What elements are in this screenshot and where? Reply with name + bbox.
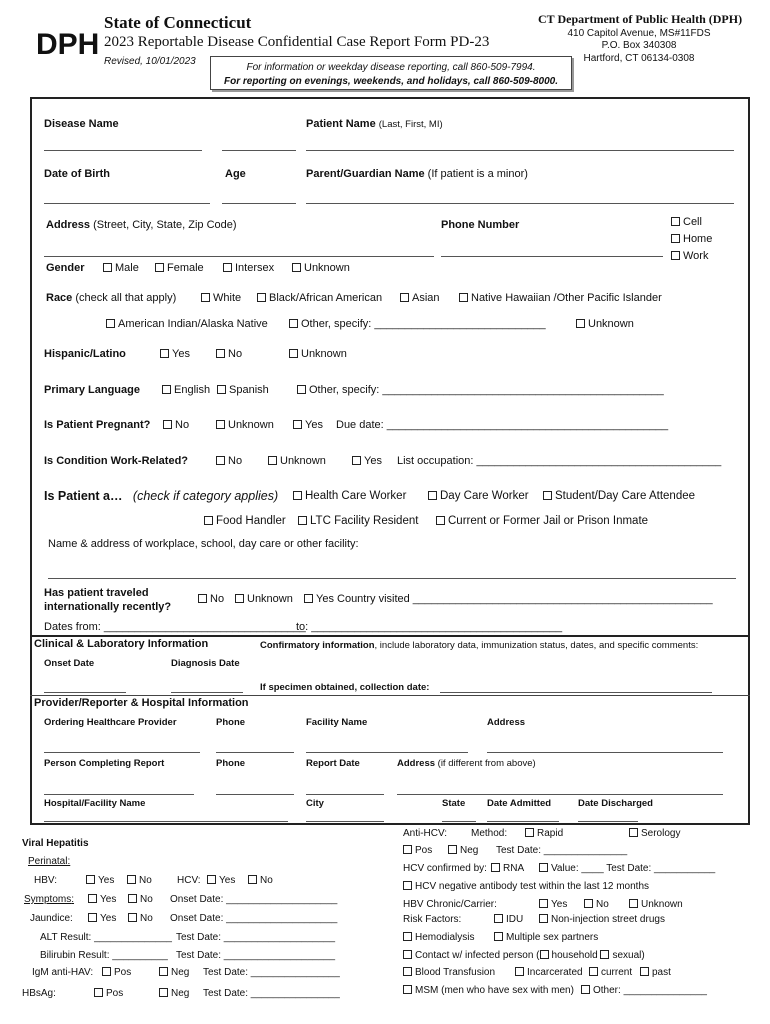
checkbox-icon (539, 899, 548, 908)
race-black[interactable]: Black/African American (257, 292, 382, 304)
person-completing-label: Person Completing Report (44, 758, 165, 769)
incarcerated-current[interactable]: current (589, 967, 632, 978)
hcv-confirmed-value[interactable]: Value: ____ Test Date: ___________ (539, 863, 715, 874)
checkbox-icon (576, 319, 585, 328)
revised-date: Revised, 10/01/2023 (104, 56, 196, 67)
travel-unknown[interactable]: Unknown (235, 593, 293, 605)
pregnant-label: Is Patient Pregnant? (44, 419, 151, 431)
checkbox-icon (403, 985, 412, 994)
address2-label: Address (if different from above) (397, 758, 536, 769)
checkbox-icon (403, 881, 412, 890)
checkbox-icon (297, 385, 306, 394)
checkbox-icon (248, 875, 257, 884)
checkbox-icon (436, 516, 445, 525)
phone-type-work[interactable]: Work (671, 250, 708, 262)
category-food[interactable]: Food Handler (204, 515, 286, 527)
person-completing-field[interactable] (44, 794, 194, 795)
checkbox-icon (94, 988, 103, 997)
jaundice-no[interactable]: No (128, 913, 153, 924)
checkbox-icon (223, 263, 232, 272)
hbv-no[interactable]: No (127, 875, 152, 886)
bilirubin-test-date-field[interactable]: Test Date: ____________________ (176, 950, 336, 961)
ordering-provider-field[interactable] (44, 752, 200, 753)
race-white[interactable]: White (201, 292, 241, 304)
phone-label: Phone Number (441, 219, 520, 231)
language-english[interactable]: English (162, 384, 210, 396)
disease-name-field[interactable] (44, 150, 202, 151)
checkbox-icon (494, 932, 503, 941)
agency-address-1: 410 Capitol Avenue, MS#11FDS (567, 28, 711, 39)
agency-name: CT Department of Public Health (DPH) (538, 12, 743, 26)
anti-hcv-test-date-field[interactable]: Test Date: _______________ (496, 845, 628, 856)
pregnant-unknown[interactable]: Unknown (216, 419, 274, 431)
race-nhopi[interactable]: Native Hawaiian /Other Pacific Islander (459, 292, 662, 304)
section-divider (30, 695, 750, 696)
checkbox-icon (159, 988, 168, 997)
checkbox-icon (403, 932, 412, 941)
checkbox-icon (293, 420, 302, 429)
workplace-field[interactable] (48, 578, 736, 579)
hcv-yes[interactable]: Yes (207, 875, 235, 886)
agency-address-3: Hartford, CT 06134-0308 (583, 53, 695, 64)
checkbox-icon (257, 293, 266, 302)
risk-non-injection[interactable]: Non-injection street drugs (539, 914, 665, 925)
checkbox-icon (102, 967, 111, 976)
collection-date-field[interactable] (440, 692, 712, 693)
city-label: City (306, 798, 324, 809)
hbsag-test-date-field[interactable]: Test Date: ________________ (203, 988, 340, 999)
jaundice-yes[interactable]: Yes (88, 913, 116, 924)
provider-section-title: Provider/Reporter & Hospital Information (34, 697, 249, 709)
checkbox-icon (162, 385, 171, 394)
provider-phone-label: Phone (216, 717, 246, 728)
clinical-section-title: Clinical & Laboratory Information (34, 638, 209, 650)
checkbox-icon (671, 251, 680, 260)
age-field[interactable] (222, 203, 296, 204)
anti-hcv-pos[interactable]: Pos (403, 845, 432, 856)
hcv-no[interactable]: No (248, 875, 273, 886)
checkbox-icon (235, 594, 244, 603)
checkbox-icon (163, 420, 172, 429)
hospital-label: Hospital/Facility Name (44, 798, 146, 809)
checkbox-icon (525, 828, 534, 837)
checkbox-icon (629, 828, 638, 837)
hbv-chronic-label: HBV Chronic/Carrier: (403, 899, 497, 910)
checkbox-icon (289, 319, 298, 328)
address-field[interactable] (44, 256, 434, 257)
alt-result-field[interactable]: ALT Result: ______________ (40, 932, 172, 943)
is-patient-label: Is Patient a… (check if category applies) (44, 489, 279, 503)
completer-phone-field[interactable] (216, 794, 294, 795)
report-date-label: Report Date (306, 758, 360, 769)
risk-contact[interactable]: Contact w/ infected person ( household sexual) (403, 950, 645, 961)
patient-name-label: Patient Name (Last, First, MI) (306, 118, 443, 130)
work-related-unknown[interactable]: Unknown (268, 455, 326, 467)
hispanic-unknown[interactable]: Unknown (289, 348, 347, 360)
checkbox-icon (459, 293, 468, 302)
hbsag-label: HBsAg: (22, 988, 56, 999)
collection-date-label: If specimen obtained, collection date: (260, 682, 430, 693)
race-unknown[interactable]: Unknown (576, 318, 634, 330)
checkbox-icon (103, 263, 112, 272)
anti-hcv-label: Anti-HCV: (403, 828, 448, 839)
risk-incarcerated[interactable]: Incarcerated (515, 967, 583, 978)
gender-label: Gender (46, 262, 85, 274)
checkbox-icon (400, 293, 409, 302)
hbsag-neg[interactable]: Neg (159, 988, 189, 999)
igm-label: IgM anti-HAV: (32, 967, 94, 978)
checkbox-icon (216, 420, 225, 429)
address-label: Address (Street, City, State, Zip Code) (46, 219, 237, 231)
checkbox-icon (293, 491, 302, 500)
occupation-field[interactable]: List occupation: ________________________________________ (397, 455, 722, 467)
perinatal-label: Perinatal: (28, 856, 71, 867)
alt-test-date-field[interactable]: Test Date: ____________________ (176, 932, 336, 943)
checkbox-icon (159, 967, 168, 976)
checkbox-icon (88, 913, 97, 922)
checkbox-icon (216, 349, 225, 358)
traveled-label-2: internationally recently? (44, 601, 172, 613)
provider-phone-field[interactable] (216, 752, 294, 753)
workplace-label: Name & address of workplace, school, day care or other facility: (48, 538, 359, 550)
igm-neg[interactable]: Neg (159, 967, 189, 978)
dates-to-field[interactable]: to: _________________________________________ (296, 621, 563, 633)
anti-hcv-neg[interactable]: Neg (448, 845, 478, 856)
jaundice-onset-field[interactable]: Onset Date: ____________________ (170, 913, 338, 924)
checkbox-icon (671, 217, 680, 226)
agency-address-2: P.O. Box 340308 (601, 40, 677, 51)
dph-logo (36, 20, 100, 64)
due-date-field[interactable]: Due date: ______________________________________________ (336, 419, 669, 431)
work-related-label: Is Condition Work-Related? (44, 455, 189, 467)
checkbox-icon (403, 950, 412, 959)
checkbox-icon (584, 899, 593, 908)
risk-hemodialysis[interactable]: Hemodialysis (403, 932, 474, 943)
gender-female[interactable]: Female (155, 262, 204, 274)
checkbox-icon (494, 914, 503, 923)
race-other[interactable]: Other, specify: ____________________________ (289, 318, 546, 330)
checkbox-icon (127, 875, 136, 884)
onset-date-field[interactable] (44, 692, 126, 693)
checkbox-icon (106, 319, 115, 328)
checkbox-icon (428, 491, 437, 500)
checkbox-icon (292, 263, 301, 272)
checkbox-icon (539, 863, 548, 872)
form-title: 2023 Reportable Disease Confidential Case Report Form PD-23 (104, 34, 490, 50)
dob-label: Date of Birth (44, 168, 110, 180)
checkbox-icon (88, 894, 97, 903)
travel-yes[interactable]: Yes Country visited _________________________________________________ (304, 593, 713, 605)
symptoms-label: Symptoms: (24, 894, 75, 905)
category-jail[interactable]: Current or Former Jail or Prison Inmate (436, 515, 648, 527)
checkbox-icon (403, 845, 412, 854)
gender-intersex[interactable]: Intersex (223, 262, 274, 274)
section-divider (30, 635, 750, 637)
checkbox-icon (671, 234, 680, 243)
category-hcw[interactable]: Health Care Worker (293, 490, 406, 502)
symptoms-yes[interactable]: Yes (88, 894, 116, 905)
city-field[interactable] (306, 821, 384, 822)
checkbox-icon (600, 950, 609, 959)
hcv-perinatal-label: HCV: (177, 875, 201, 886)
checkbox-icon (217, 385, 226, 394)
category-dcw[interactable]: Day Care Worker (428, 490, 529, 502)
language-other[interactable]: Other, specify: ______________________________________________ (297, 384, 664, 396)
risk-msm[interactable]: MSM (men who have sex with men) (403, 985, 574, 996)
confirmatory-label: Confirmatory information, include laboratory data, immunization status, dates, and specific comments: (260, 640, 699, 651)
phone-type-cell[interactable]: Cell (671, 216, 702, 228)
race-asian[interactable]: Asian (400, 292, 440, 304)
checkbox-icon (155, 263, 164, 272)
hospital-field[interactable] (44, 821, 288, 822)
patient-name-field[interactable] (306, 150, 734, 151)
checkbox-icon (198, 594, 207, 603)
dob-field[interactable] (44, 203, 210, 204)
checkbox-icon (86, 875, 95, 884)
hbv-label: HBV: (34, 875, 57, 886)
checkbox-icon (216, 456, 225, 465)
info-weekday: For information or weekday disease reporting, call 860-509-7994. (246, 62, 536, 73)
onset-date-label: Onset Date (44, 658, 95, 669)
checkbox-icon (304, 594, 313, 603)
work-related-yes[interactable]: Yes (352, 455, 382, 467)
checkbox-icon (352, 456, 361, 465)
bilirubin-field[interactable]: Bilirubin Result: __________ (40, 950, 168, 961)
checkbox-icon (543, 491, 552, 500)
info-box (210, 56, 572, 90)
report-date-field[interactable] (306, 794, 384, 795)
category-student[interactable]: Student/Day Care Attendee (543, 490, 695, 502)
hispanic-yes[interactable]: Yes (160, 348, 190, 360)
disease-name-label: Disease Name (44, 118, 119, 130)
travel-no[interactable]: No (198, 593, 224, 605)
method-rapid[interactable]: Rapid (525, 828, 563, 839)
address2-field[interactable] (397, 794, 723, 795)
symptoms-no[interactable]: No (128, 894, 153, 905)
hbv-chronic-yes[interactable]: Yes (539, 899, 567, 910)
state-label: State (442, 798, 466, 809)
traveled-label-1: Has patient traveled (44, 587, 149, 599)
checkbox-icon (207, 875, 216, 884)
hbv-yes[interactable]: Yes (86, 875, 114, 886)
race-label: Race (check all that apply) (46, 292, 177, 304)
work-related-no[interactable]: No (216, 455, 242, 467)
pregnant-yes[interactable]: Yes (293, 419, 323, 431)
checkbox-icon (128, 894, 137, 903)
language-spanish[interactable]: Spanish (217, 384, 269, 396)
phone-field[interactable] (441, 256, 663, 257)
checkbox-icon (629, 899, 638, 908)
symptom-onset-field[interactable]: Onset Date: ____________________ (170, 894, 338, 905)
checkbox-icon (298, 516, 307, 525)
disease-name-field-2[interactable] (222, 150, 296, 151)
date-admitted-label: Date Admitted (487, 798, 552, 809)
state-field[interactable] (442, 821, 476, 822)
guardian-field[interactable] (306, 203, 734, 204)
phone-type-home[interactable]: Home (671, 233, 712, 245)
category-ltc[interactable]: LTC Facility Resident (298, 515, 418, 527)
checkbox-icon (640, 967, 649, 976)
checkbox-icon (448, 845, 457, 854)
diagnosis-date-label: Diagnosis Date (171, 658, 240, 669)
checkbox-icon (204, 516, 213, 525)
checkbox-icon (160, 349, 169, 358)
checkbox-icon (491, 863, 500, 872)
checkbox-icon (581, 985, 590, 994)
dates-from-field[interactable]: Dates from: _________________________________ (44, 621, 306, 633)
language-label: Primary Language (44, 384, 140, 396)
igm-test-date-field[interactable]: Test Date: ________________ (203, 967, 340, 978)
guardian-label: Parent/Guardian Name (If patient is a minor) (306, 168, 528, 180)
method-label: Method: (471, 828, 508, 839)
risk-other[interactable]: Other: _______________ (581, 985, 707, 996)
incarcerated-past[interactable]: past (640, 967, 671, 978)
ordering-provider-label: Ordering Healthcare Provider (44, 717, 177, 728)
hbv-chronic-no[interactable]: No (584, 899, 609, 910)
checkbox-icon (289, 349, 298, 358)
gender-male[interactable]: Male (103, 262, 139, 274)
method-serology[interactable]: Serology (629, 828, 680, 839)
state-title: State of Connecticut (104, 13, 252, 32)
hbv-chronic-unknown[interactable]: Unknown (629, 899, 683, 910)
checkbox-icon (589, 967, 598, 976)
date-discharged-label: Date Discharged (578, 798, 653, 809)
risk-idu[interactable]: IDU (494, 914, 523, 925)
completer-phone-label: Phone (216, 758, 246, 769)
jaundice-label: Jaundice: (30, 913, 73, 924)
diagnosis-date-field[interactable] (171, 692, 243, 693)
risk-factors-label: Risk Factors: (403, 914, 462, 925)
hcv-confirmed-label: HCV confirmed by: (403, 863, 487, 874)
provider-address-label: Address (487, 717, 526, 728)
checkbox-icon (403, 967, 412, 976)
checkbox-icon (540, 950, 549, 959)
date-discharged-field[interactable] (578, 821, 638, 822)
hispanic-no[interactable]: No (216, 348, 242, 360)
hispanic-label: Hispanic/Latino (44, 348, 126, 360)
hepatitis-title: Viral Hepatitis (22, 838, 89, 849)
hbsag-pos[interactable]: Pos (94, 988, 123, 999)
hcv-confirmed-rna[interactable]: RNA (491, 863, 524, 874)
facility-name-field[interactable] (306, 752, 468, 753)
checkbox-icon (128, 913, 137, 922)
age-label: Age (225, 168, 246, 180)
risk-transfusion[interactable]: Blood Transfusion (403, 967, 495, 978)
info-afterhours: For reporting on evenings, weekends, and holidays, call 860-509-8000. (223, 76, 558, 87)
checkbox-icon (539, 914, 548, 923)
pregnant-no[interactable]: No (163, 419, 189, 431)
checkbox-icon (515, 967, 524, 976)
checkbox-icon (268, 456, 277, 465)
date-admitted-field[interactable] (487, 821, 559, 822)
logo-text: DPH (36, 28, 100, 61)
facility-name-label: Facility Name (306, 717, 368, 728)
provider-address-field[interactable] (487, 752, 723, 753)
race-aian[interactable]: American Indian/Alaska Native (106, 318, 268, 330)
checkbox-icon (201, 293, 210, 302)
hcv-negative-antibody[interactable]: HCV negative antibody test within the last 12 months (403, 881, 649, 892)
igm-pos[interactable]: Pos (102, 967, 131, 978)
gender-unknown[interactable]: Unknown (292, 262, 350, 274)
risk-multiple-partners[interactable]: Multiple sex partners (494, 932, 598, 943)
